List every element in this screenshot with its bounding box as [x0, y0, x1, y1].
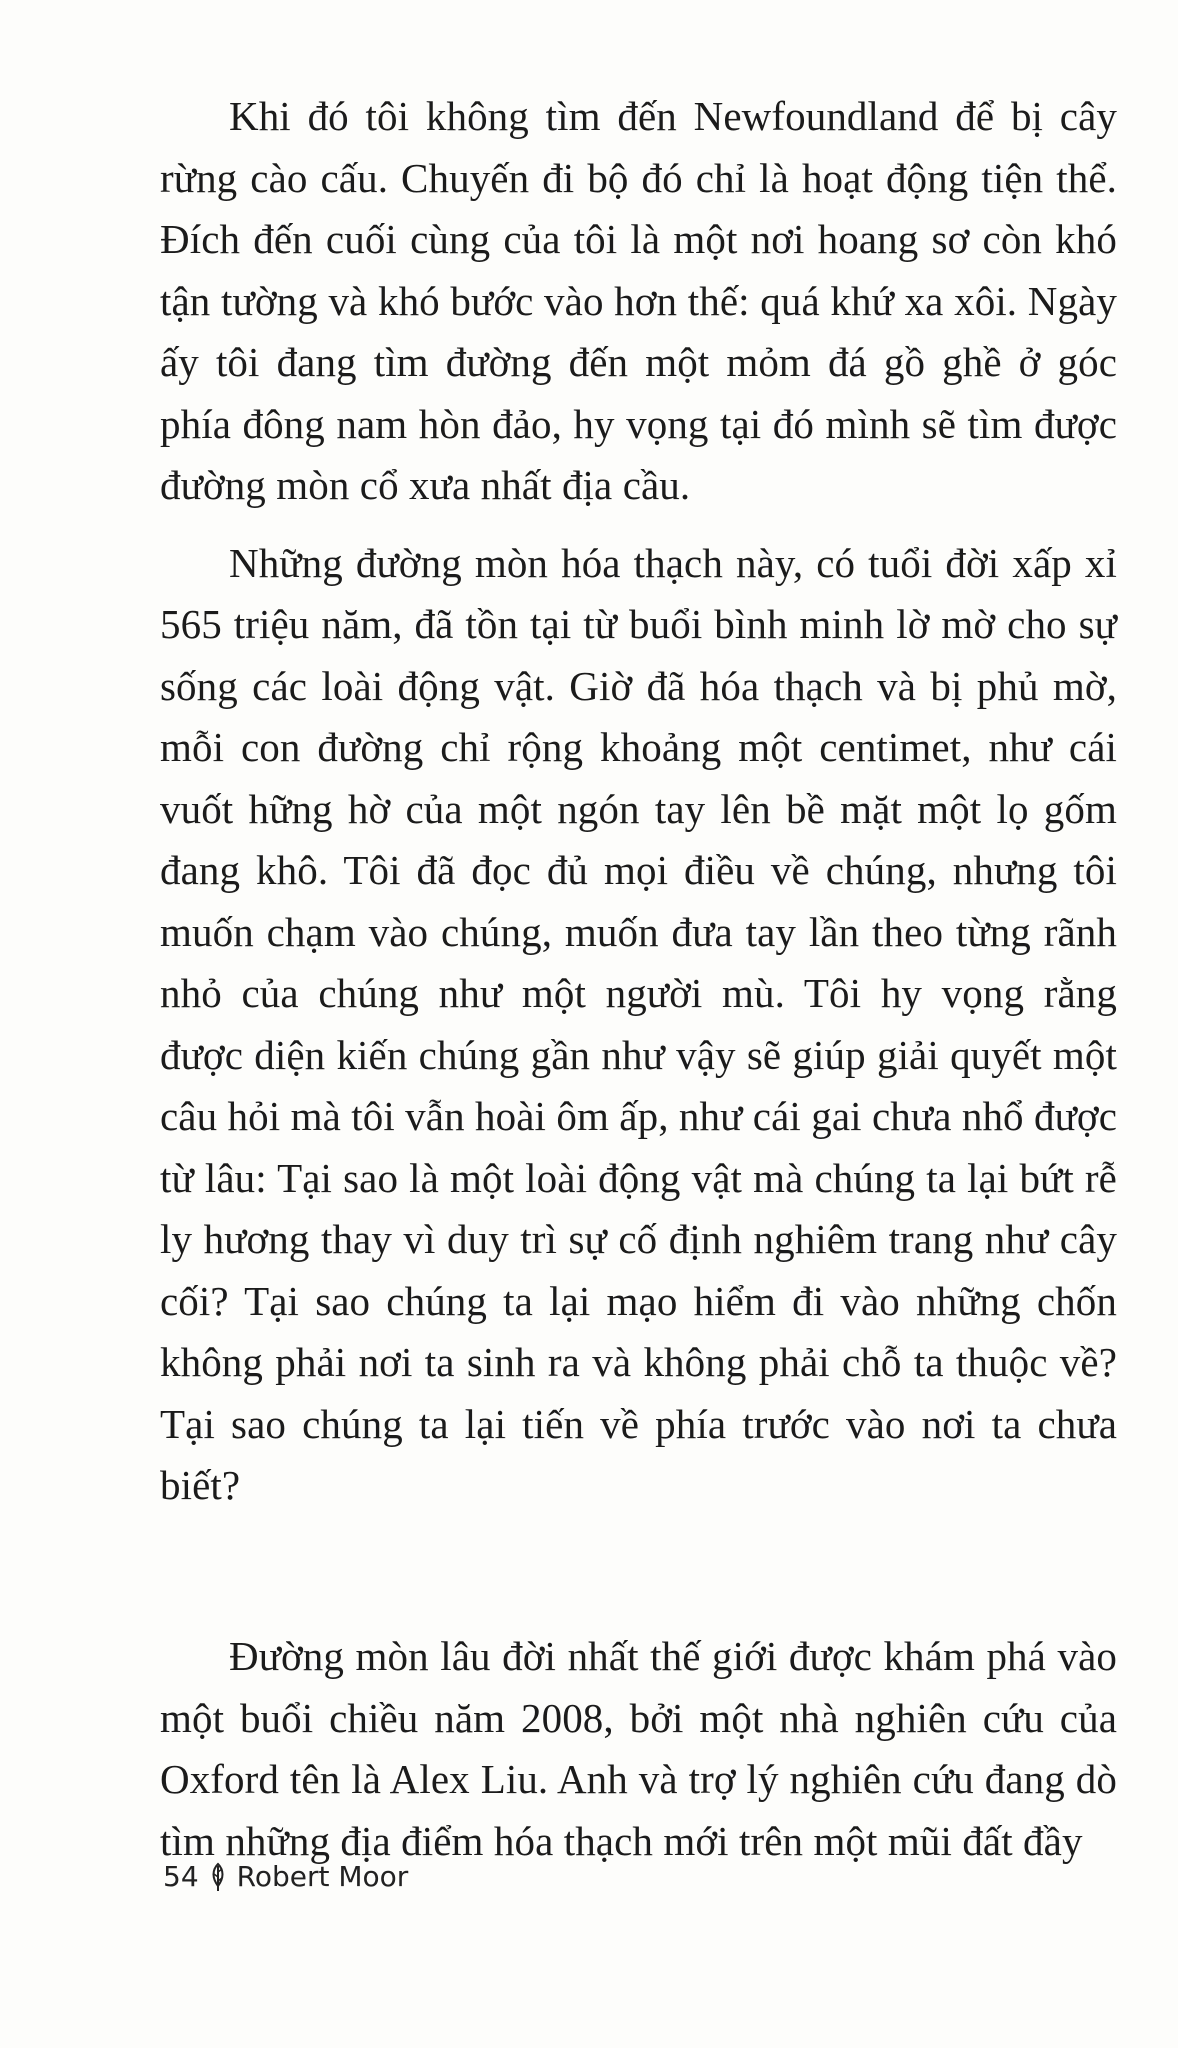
body-text [160, 86, 1117, 1864]
author-name: Robert Moor [236, 1860, 409, 1893]
paragraph-3: Đường mòn lâu đời nhất thế giới được khám phá vào một buổi chiều năm 2008, bởi một nhà nghiên cứu của Oxford tên là Alex Liu. Anh và trợ lý nghiên cứu đang dò tìm những địa điểm hóa thạch mới trên một mũi đất đầy [160, 1633, 1117, 1864]
paragraph-1: Khi đó tôi không tìm đến Newfoundland để bị cây rừng cào cấu. Chuyến đi bộ đó chỉ là hoạt động tiện thể. Đích đến cuối cùng của tôi là một nơi hoang sơ còn khó tận tường và khó bước vào hơn thế: quá khứ xa xôi. Ngày ấy tôi đang tìm đường đến một mỏm đá gồ ghề ở góc phía đông nam hòn đảo, hy vọng tại đó mình sẽ tìm được đường mòn cổ xưa nhất địa cầu. [160, 93, 1117, 508]
page-number: 54 [163, 1860, 199, 1893]
leaf-icon [209, 1862, 227, 1892]
paragraph-2: Những đường mòn hóa thạch này, có tuổi đời xấp xỉ 565 triệu năm, đã tồn tại từ buổi bình minh lờ mờ cho sự sống các loài động vật. Giờ đã hóa thạch và bị phủ mờ, mỗi con đường chỉ rộng khoảng một centimet, như cái vuốt hững hờ của một ngón tay lên bề mặt một lọ gốm đang khô. Tôi đã đọc đủ mọi điều về chúng, nhưng tôi muốn chạm vào chúng, muốn đưa tay lần theo từng rãnh nhỏ của chúng như một người mù. Tôi hy vọng rằng được diện kiến chúng gần như vậy sẽ giúp giải quyết một câu hỏi mà tôi vẫn hoài ôm ấp, như cái gai chưa nhổ được từ lâu: Tại sao là một loài động vật mà chúng ta lại bứt rễ ly hương thay vì duy trì sự cố định nghiêm trang như cây cối? Tại sao chúng ta lại mạo hiểm đi vào những chốn không phải nơi ta sinh ra và không phải chỗ ta thuộc về? Tại sao chúng ta lại tiến về phía trước vào nơi ta chưa biết? [160, 539, 1117, 1508]
page-footer [163, 1860, 408, 1893]
